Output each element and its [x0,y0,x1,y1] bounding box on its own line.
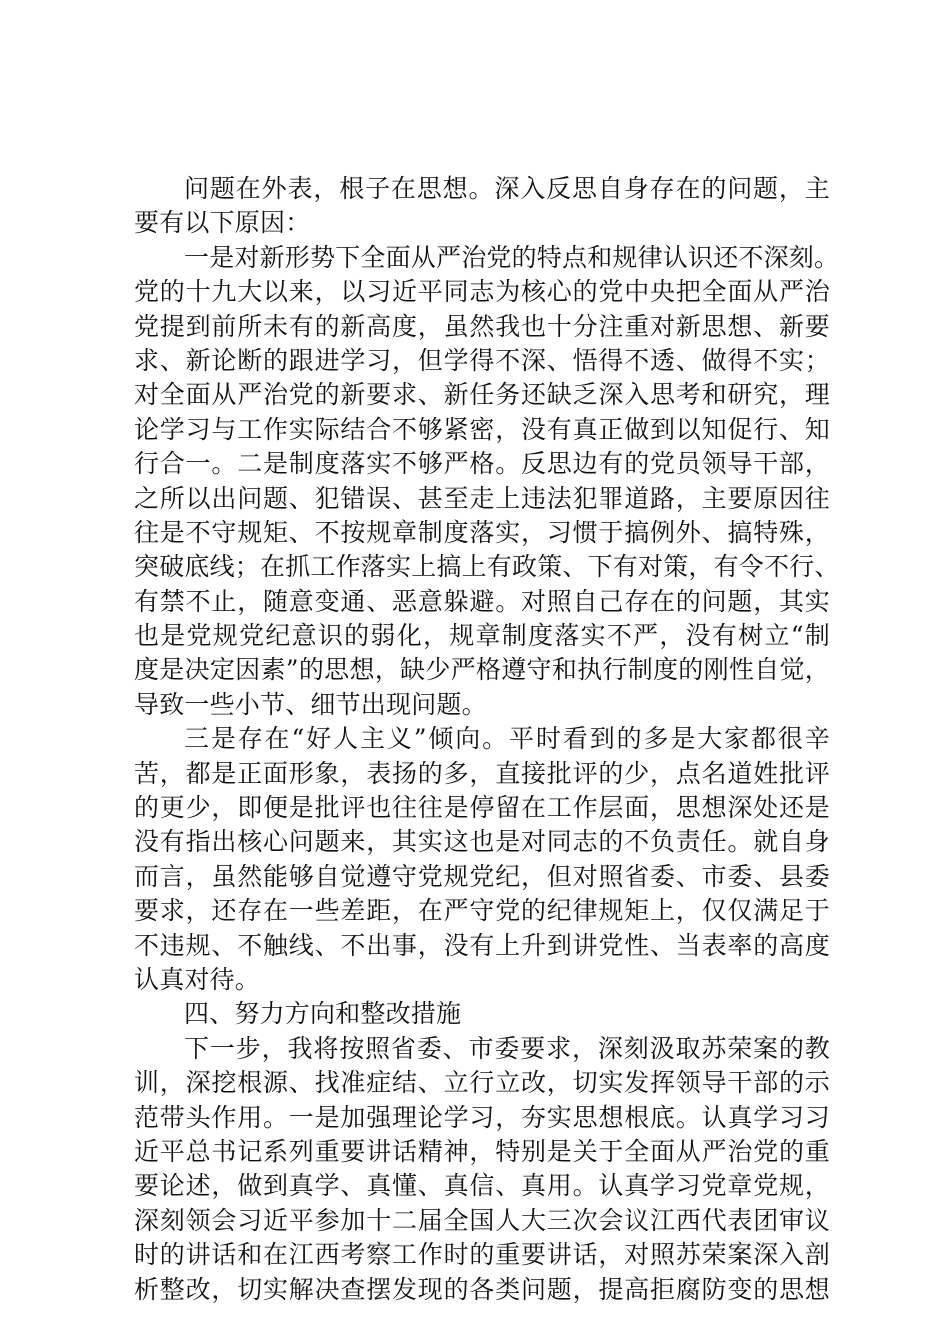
text-line: 认真对待。 [134,964,261,994]
text-line: 问题在外表，根子在思想。深入反思自身存在的问题，主 [184,174,830,203]
text-line: 求、新论断的跟进学习，但学得不深、悟得不透、做得不实； [134,345,830,375]
text-line: 有禁不止，随意变通、恶意躲避。对照自己存在的问题，其实 [134,586,830,616]
text-line: 没有指出核心问题来，其实这也是对同志的不负责任。就自身 [134,827,830,857]
text-line: 近平总书记系列重要讲话精神，特别是关于全面从严治党的重 [134,1136,830,1166]
text-line: 要求，还存在一些差距，在严守党的纪律规矩上，仅仅满足于 [134,896,830,926]
text-line: 不违规、不触线、不出事，没有上升到讲党性、当表率的高度 [134,930,830,960]
text-line: 也是党规党纪意识的弱化，规章制度落实不严，没有树立“制 [134,621,830,651]
text-line: 下一步，我将按照省委、市委要求，深刻汲取苏荣案的教 [184,1033,830,1063]
text-line: 深刻领会习近平参加十二届全国人大三次会议江西代表团审议 [134,1205,830,1235]
text-line: 要论述，做到真学、真懂、真信、真用。认真学习党章党规， [134,1171,830,1201]
section-heading: 四、努力方向和整改措施 [184,999,462,1029]
text-line: 训，深挖根源、找准症结、立行立改，切实发挥领导干部的示 [134,1068,830,1098]
text-line: 范带头作用。一是加强理论学习，夯实思想根底。认真学习习 [134,1102,830,1132]
text-line: 行合一。二是制度落实不够严格。反思边有的党员领导干部， [134,449,830,479]
document-body [134,172,840,1307]
text-line: 而言，虽然能够自觉遵守党规党纪，但对照省委、市委、县委 [134,861,830,891]
text-line: 突破底线；在抓工作落实上搞上有政策、下有对策，有令不行、 [134,552,840,582]
text-line: 析整改，切实解决查摆发现的各类问题，提高拒腐防变的思想 [134,1274,830,1304]
text-line: 度是决定因素”的思想，缺少严格遵守和执行制度的刚性自觉， [134,655,830,685]
text-line: 导致一些小节、细节出现问题。 [134,689,487,719]
text-line: 的更少，即便是批评也往往是停留在工作层面，思想深处还是 [134,793,830,823]
text-line: 论学习与工作实际结合不够紧密，没有真正做到以知促行、知 [134,414,830,444]
text-line: 时的讲话和在江西考察工作时的重要讲话，对照苏荣案深入剖 [134,1240,830,1270]
text-line: 要有以下原因： [134,208,311,238]
text-line: 党提到前所未有的新高度，虽然我也十分注重对新思想、新要 [134,311,830,341]
text-line: 之所以出问题、犯错误、甚至走上违法犯罪道路，主要原因往 [134,483,830,513]
text-line: 往是不守规矩、不按规章制度落实，习惯于搞例外、搞特殊， [134,517,830,547]
text-line: 三是存在“好人主义”倾向。平时看到的多是大家都很辛 [184,724,830,754]
text-line: 对全面从严治党的新要求、新任务还缺乏深入思考和研究，理 [134,380,830,410]
text-line: 党的十九大以来，以习近平同志为核心的党中央把全面从严治 [134,277,830,307]
text-line: 一是对新形势下全面从严治党的特点和规律认识还不深刻。 [184,242,840,272]
text-line: 苦，都是正面形象，表扬的多，直接批评的少，点名道姓批评 [134,758,830,788]
